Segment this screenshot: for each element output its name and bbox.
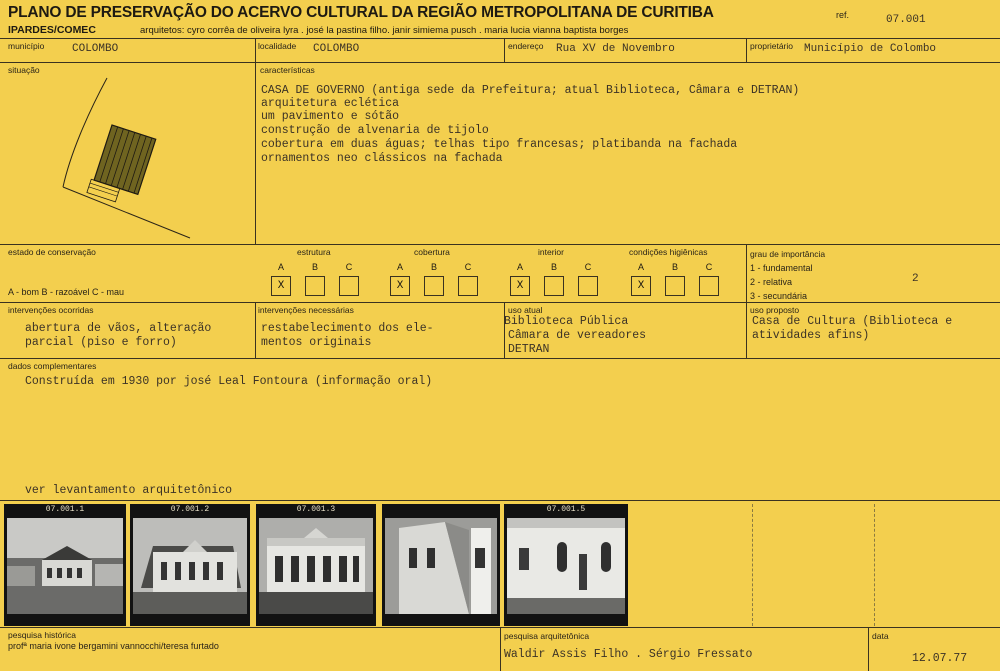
- levantamento-reference: ver levantamento arquitetônico: [25, 484, 233, 497]
- dados-complementares-label: dados complementares: [8, 361, 97, 371]
- divider: [0, 244, 1000, 245]
- proprietario-value: Município de Colombo: [804, 43, 937, 55]
- divider: [255, 38, 256, 62]
- document-title: PLANO DE PRESERVAÇÃO DO ACERVO CULTURAL DA REGIÃO METROPOLITANA DE CURITIBA: [8, 4, 714, 21]
- condicoes-c-checkbox[interactable]: [699, 276, 719, 296]
- option-c: C: [584, 262, 592, 272]
- data-label: data: [872, 631, 889, 641]
- divider: [0, 358, 1000, 359]
- cobertura-a-checkbox[interactable]: [390, 276, 410, 296]
- municipio-value: COLOMBO: [72, 43, 119, 55]
- situacao-label: situação: [8, 65, 40, 75]
- divider: [500, 627, 501, 671]
- uso-proposto-line: atividades afins): [752, 329, 870, 342]
- photo-4[interactable]: [382, 504, 500, 626]
- caracteristicas-line: ornamentos neo clássicos na fachada: [261, 152, 503, 165]
- divider: [504, 38, 505, 62]
- data-value: 12.07.77: [912, 652, 968, 665]
- caracteristicas-line: cobertura em duas águas; telhas tipo francesas; platibanda na fachada: [261, 138, 738, 151]
- option-a: A: [516, 262, 523, 272]
- check-mark: X: [277, 280, 285, 292]
- proprietario-label: proprietário: [750, 41, 793, 51]
- cobertura-c-checkbox[interactable]: [458, 276, 478, 296]
- photo-5[interactable]: [504, 504, 628, 626]
- divider: [746, 38, 747, 62]
- architects-credit: arquitetos: cyro corrêa de oliveira lyra . josé la pastina filho. janir simiema pusch . maria lucia vianna baptista borges: [140, 25, 629, 36]
- estrutura-label: estrutura: [297, 247, 331, 257]
- option-b: B: [311, 262, 318, 272]
- option-b: B: [671, 262, 678, 272]
- estrutura-b-checkbox[interactable]: [305, 276, 325, 296]
- grau-value: 2: [912, 273, 919, 285]
- ref-value: 07.001: [886, 14, 926, 26]
- option-b: B: [430, 262, 437, 272]
- cobertura-b-checkbox[interactable]: [424, 276, 444, 296]
- conservacao-legend: A - bom B - razoável C - mau: [8, 287, 125, 297]
- condicoes-a-checkbox[interactable]: [631, 276, 651, 296]
- caracteristicas-line: um pavimento e sótão: [261, 110, 400, 123]
- photo-slot-divider: [874, 504, 875, 626]
- option-a: A: [396, 262, 403, 272]
- pesquisa-arq-label: pesquisa arquitetônica: [504, 631, 590, 641]
- photo-1[interactable]: [4, 504, 126, 626]
- divider: [504, 302, 505, 358]
- pesquisa-historica-label: pesquisa histórica: [8, 630, 77, 640]
- localidade-label: localidade: [258, 41, 297, 51]
- uso-atual-line: DETRAN: [508, 343, 550, 356]
- divider: [746, 244, 747, 302]
- estrutura-c-checkbox[interactable]: [339, 276, 359, 296]
- intervencoes-ocorridas-line: abertura de vãos, alteração: [25, 322, 212, 335]
- site-plan-sketch: [55, 75, 205, 245]
- option-b: B: [550, 262, 557, 272]
- organization: IPARDES/COMEC: [8, 24, 96, 36]
- interior-label: interior: [538, 247, 564, 257]
- endereco-value: Rua XV de Novembro: [556, 43, 675, 55]
- check-mark: X: [516, 280, 524, 292]
- conservacao-label: estado de conservação: [8, 247, 96, 257]
- photo-slot-divider: [752, 504, 753, 626]
- grau-item: 3 - secundária: [750, 291, 808, 301]
- uso-proposto-line: Casa de Cultura (Biblioteca e: [752, 315, 953, 328]
- intervencoes-necessarias-label: intervenções necessárias: [258, 305, 354, 315]
- intervencoes-ocorridas-line: parcial (piso e forro): [25, 336, 177, 349]
- pesquisa-historica-value: profª maria ivone bergamini vannocchi/teresa furtado: [8, 641, 219, 651]
- check-mark: X: [396, 280, 404, 292]
- photo-image: [507, 518, 625, 614]
- option-c: C: [464, 262, 472, 272]
- caracteristicas-line: CASA DE GOVERNO (antiga sede da Prefeitura; atual Biblioteca, Câmara e DETRAN): [261, 84, 800, 97]
- photo-number: 07.001.3: [296, 505, 336, 514]
- caracteristicas-line: arquitetura eclética: [261, 97, 400, 110]
- endereco-label: endereço: [508, 41, 544, 51]
- uso-proposto-label: uso proposto: [750, 305, 800, 315]
- divider: [868, 627, 869, 671]
- uso-atual-label: uso atual: [508, 305, 543, 315]
- dados-complementares-text: Construída em 1930 por josé Leal Fontoura (informação oral): [25, 375, 433, 388]
- grau-item: 2 - relativa: [750, 277, 793, 287]
- divider: [255, 302, 256, 358]
- option-a: A: [637, 262, 644, 272]
- estrutura-a-checkbox[interactable]: [271, 276, 291, 296]
- condicoes-label: condições higiênicas: [629, 247, 708, 257]
- photo-number: 07.001.2: [170, 505, 210, 514]
- option-c: C: [345, 262, 353, 272]
- photo-image: [385, 518, 497, 614]
- intervencoes-ocorridas-label: intervenções ocorridas: [8, 305, 94, 315]
- uso-atual-line: Biblioteca Pública: [504, 315, 629, 328]
- photo-number: 07.001.5: [546, 505, 586, 514]
- divider: [0, 500, 1000, 501]
- divider: [0, 38, 1000, 39]
- check-mark: X: [637, 280, 645, 292]
- condicoes-b-checkbox[interactable]: [665, 276, 685, 296]
- caracteristicas-label: características: [260, 65, 315, 75]
- divider: [255, 62, 256, 244]
- interior-b-checkbox[interactable]: [544, 276, 564, 296]
- divider: [0, 62, 1000, 63]
- uso-atual-line: Câmara de vereadores: [508, 329, 647, 342]
- photo-2[interactable]: [130, 504, 250, 626]
- photo-image: [259, 518, 373, 614]
- photo-number: 07.001.1: [45, 505, 85, 514]
- pesquisa-arq-value: Waldir Assis Filho . Sérgio Fressato: [504, 648, 753, 661]
- localidade-value: COLOMBO: [313, 43, 360, 55]
- ref-label: ref.: [836, 10, 850, 20]
- option-c: C: [705, 262, 713, 272]
- divider: [0, 302, 1000, 303]
- caracteristicas-line: construção de alvenaria de tijolo: [261, 124, 489, 137]
- grau-label: grau de importância: [750, 249, 826, 259]
- cobertura-label: cobertura: [414, 247, 450, 257]
- photo-image: [133, 518, 247, 614]
- municipio-label: município: [8, 41, 45, 51]
- option-a: A: [277, 262, 284, 272]
- intervencoes-necessarias-line: mentos originais: [261, 336, 372, 349]
- divider: [746, 302, 747, 358]
- interior-a-checkbox[interactable]: [510, 276, 530, 296]
- grau-item: 1 - fundamental: [750, 263, 813, 273]
- intervencoes-necessarias-line: restabelecimento dos ele-: [261, 322, 434, 335]
- interior-c-checkbox[interactable]: [578, 276, 598, 296]
- photo-image: [7, 518, 123, 614]
- photo-3[interactable]: [256, 504, 376, 626]
